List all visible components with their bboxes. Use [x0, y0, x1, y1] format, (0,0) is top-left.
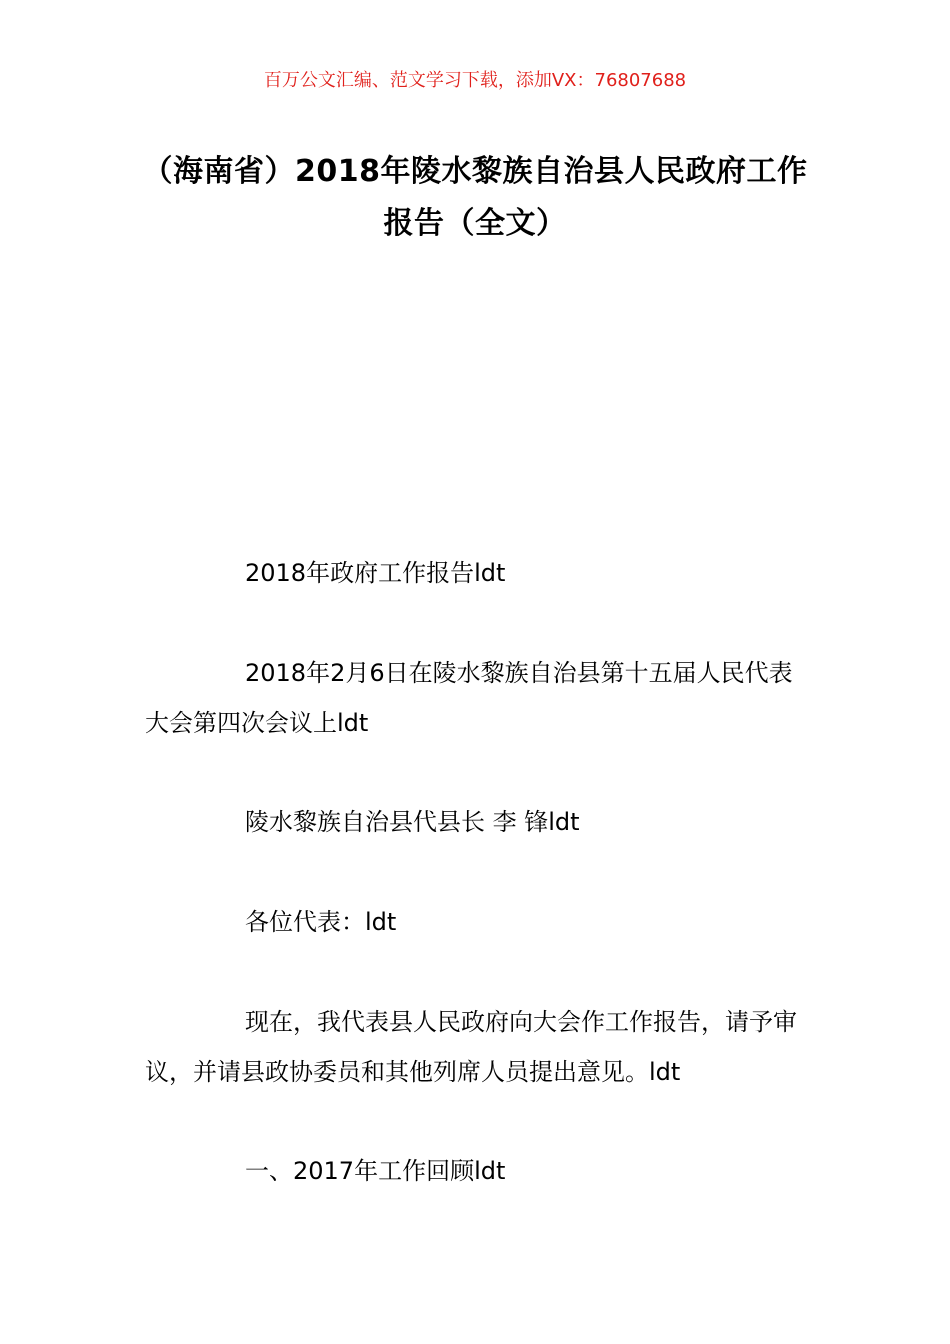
- paragraph-introduction: 现在，我代表县人民政府向大会作工作报告，请予审议，并请县政协委员和其他列席人员提出意见。ldt: [145, 1008, 797, 1086]
- paragraph-meeting-date: 2018年2月6日在陵水黎族自治县第十五届人民代表大会第四次会议上ldt: [145, 659, 793, 737]
- header-note: 百万公文汇编、范文学习下载，添加VX：76807688: [263, 70, 687, 91]
- document-title: （海南省）2018年陵水黎族自治县人民政府工作报告（全文）: [142, 154, 808, 241]
- paragraph-salutation: 各位代表：ldt: [245, 908, 397, 936]
- paragraph-speaker: 陵水黎族自治县代县长 李 锋ldt: [245, 808, 580, 836]
- paragraph-report-name: 2018年政府工作报告ldt: [245, 559, 506, 587]
- section-heading-review: 一、2017年工作回顾ldt: [245, 1157, 506, 1185]
